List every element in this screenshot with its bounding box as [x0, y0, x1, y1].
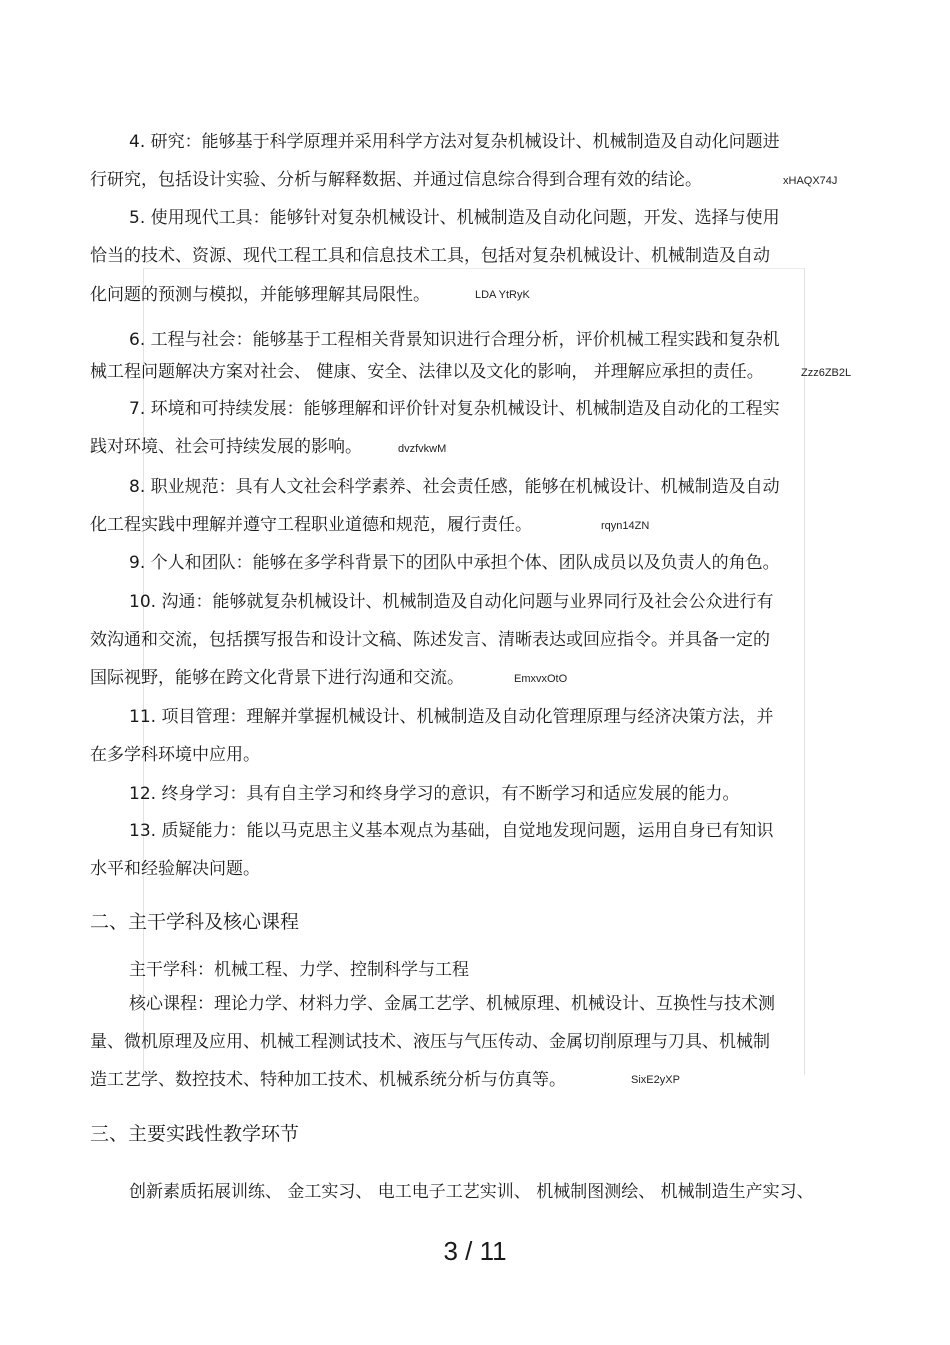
item-13-line-2: 水平和经验解决问题。	[90, 859, 260, 879]
item-10-line-3: 国际视野，能够在跨文化背景下进行沟通和交流。	[90, 668, 464, 688]
item-8-line-1: 8. 职业规范：具有人文社会科学素养、社会责任感，能够在机械设计、机械制造及自动	[129, 477, 780, 497]
item-13-line-1: 13. 质疑能力：能以马克思主义基本观点为基础，自觉地发现问题，运用自身已有知识	[129, 821, 774, 841]
item-9-line-1: 9. 个人和团队：能够在多学科背景下的团队中承担个体、团队成员以及负责人的角色。	[129, 553, 780, 573]
item-code: SixE2yXP	[631, 1074, 680, 1086]
item-code: LDA YtRyK	[475, 289, 530, 301]
item-code: dvzfvkwM	[398, 443, 447, 455]
item-6-line-2: 械工程问题解决方案对社会、 健康、安全、法律以及文化的影响， 并理解应承担的责任。	[90, 362, 764, 382]
item-6-line-1: 6. 工程与社会：能够基于工程相关背景知识进行合理分析，评价机械工程实践和复杂机	[129, 330, 780, 350]
item-4-line-1: 4. 研究：能够基于科学原理并采用科学方法对复杂机械设计、机械制造及自动化问题进	[129, 132, 780, 152]
core-courses-line-1: 核心课程：理论力学、材料力学、金属工艺学、机械原理、机械设计、互换性与技术测	[129, 994, 775, 1014]
item-8-line-2: 化工程实践中理解并遵守工程职业道德和规范，履行责任。	[90, 515, 532, 535]
item-10-line-1: 10. 沟通：能够就复杂机械设计、机械制造及自动化问题与业界同行及社会公众进行有	[129, 592, 774, 612]
item-5-line-3: 化问题的预测与模拟，并能够理解其局限性。	[90, 285, 430, 305]
practice-line-1: 创新素质拓展训练、 金工实习、 电工电子工艺实训、 机械制图测绘、 机械制造生产实习、	[129, 1182, 814, 1202]
core-courses-line-3: 造工艺学、数控技术、特种加工技术、机械系统分析与仿真等。	[90, 1070, 566, 1090]
item-7-line-2: 践对环境、社会可持续发展的影响。	[90, 437, 362, 457]
item-code: Zzz6ZB2L	[801, 367, 852, 379]
item-11-line-1: 11. 项目管理：理解并掌握机械设计、机械制造及自动化管理原理与经济决策方法，并	[129, 707, 774, 727]
section-heading: 二、主干学科及核心课程	[90, 911, 300, 933]
item-7-line-1: 7. 环境和可持续发展：能够理解和评价针对复杂机械设计、机械制造及自动化的工程实	[129, 399, 780, 419]
section-heading: 三、主要实践性教学环节	[90, 1123, 300, 1145]
item-code: rqyn14ZN	[601, 520, 650, 532]
item-11-line-2: 在多学科环境中应用。	[90, 745, 260, 765]
item-12-line-1: 12. 终身学习：具有自主学习和终身学习的意识，有不断学习和适应发展的能力。	[129, 784, 740, 804]
page-number: 3 / 11	[443, 1236, 507, 1266]
item-5-line-1: 5. 使用现代工具：能够针对复杂机械设计、机械制造及自动化问题，开发、选择与使用	[129, 208, 780, 228]
item-5-line-2: 恰当的技术、资源、现代工程工具和信息技术工具，包括对复杂机械设计、机械制造及自动	[90, 246, 770, 266]
core-courses-line-2: 量、微机原理及应用、机械工程测试技术、液压与气压传动、金属切削原理与刀具、机械制	[90, 1032, 770, 1052]
main-subjects-line: 主干学科：机械工程、力学、控制科学与工程	[129, 960, 469, 980]
item-code: EmxvxOtO	[514, 673, 568, 685]
item-10-line-2: 效沟通和交流，包括撰写报告和设计文稿、陈述发言、清晰表达或回应指令。并具备一定的	[90, 630, 770, 650]
item-code: xHAQX74J	[783, 175, 838, 187]
item-4-line-2: 行研究，包括设计实验、分析与解释数据、并通过信息综合得到合理有效的结论。	[90, 170, 702, 190]
